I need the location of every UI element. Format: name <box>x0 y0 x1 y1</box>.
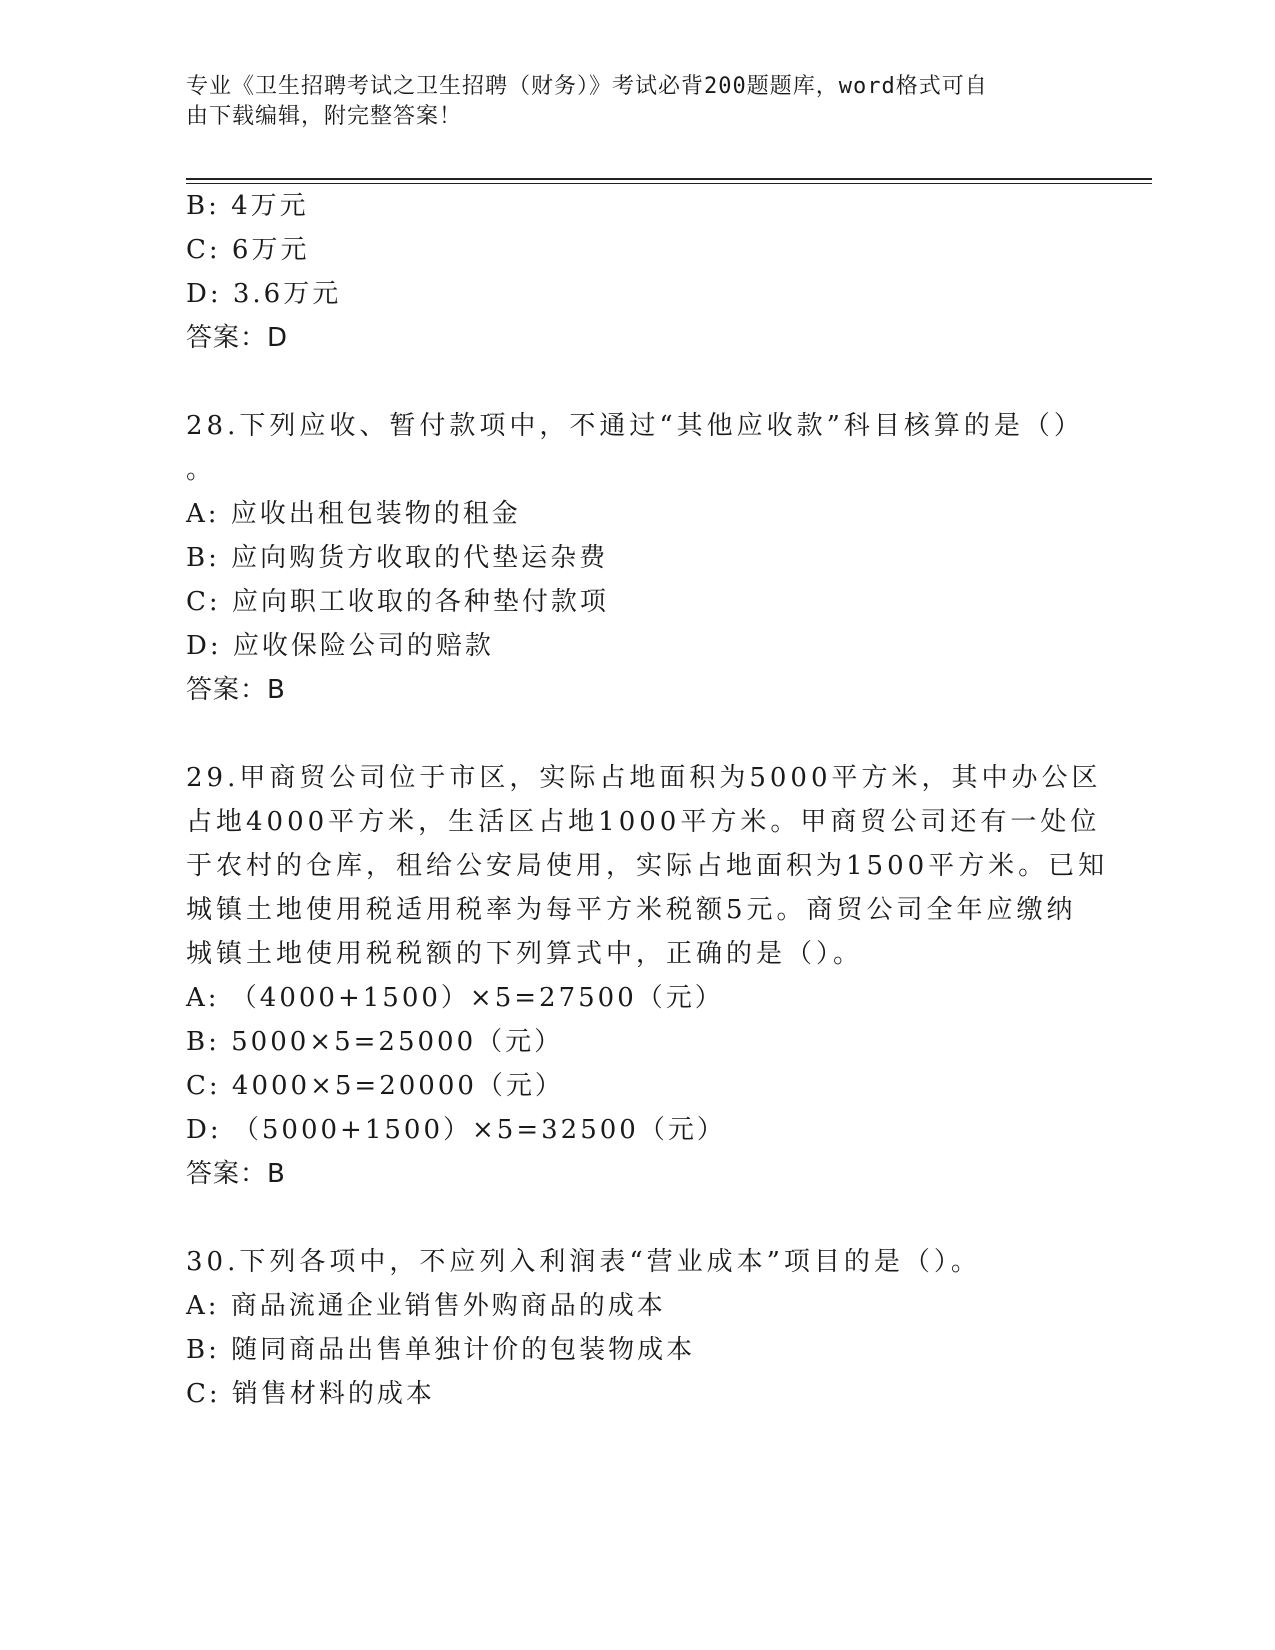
q27-answer: 答案：D <box>186 323 289 353</box>
q29-option-d: D: （5000+1500）×5=32500（元） <box>186 1115 726 1145</box>
q30-option-b: B: 随同商品出售单独计价的包装物成本 <box>186 1335 696 1365</box>
q30-stem-line-1: 30.下列各项中，不应列入利润表“营业成本”项目的是（）。 <box>186 1247 981 1277</box>
q27-option-b: B: 4万元 <box>186 191 309 221</box>
q29-option-b: B: 5000×5=25000（元） <box>186 1027 564 1057</box>
header-rule-thick <box>186 178 1152 180</box>
q29-option-a: A: （4000+1500）×5=27500（元） <box>186 983 724 1013</box>
q28-answer: 答案：B <box>186 675 286 705</box>
q28-stem-line-2: 。 <box>186 455 216 485</box>
q29-option-c: C: 4000×5=20000（元） <box>186 1071 564 1101</box>
header-rule-thin <box>186 183 1152 184</box>
q28-option-b: B: 应向购货方收取的代垫运杂费 <box>186 543 609 573</box>
q27-option-c: C: 6万元 <box>186 235 310 265</box>
q30-option-a: A: 商品流通企业销售外购商品的成本 <box>186 1291 666 1321</box>
q29-stem-line-5: 城镇土地使用税税额的下列算式中，正确的是（）。 <box>186 939 864 969</box>
page-header <box>186 72 1066 132</box>
q29-stem-line-4: 城镇土地使用税适用税率为每平方米税额5元。商贸公司全年应缴纳 <box>186 895 1077 925</box>
header-line-1: 专业《卫生招聘考试之卫生招聘（财务）》考试必背200题题库，word格式可自 <box>186 74 988 99</box>
q27-option-d: D: 3.6万元 <box>186 279 342 309</box>
q29-stem-line-2: 占地4000平方米，生活区占地1000平方米。甲商贸公司还有一处位 <box>186 807 1101 837</box>
q29-answer: 答案：B <box>186 1159 286 1189</box>
q29-stem-line-1: 29.甲商贸公司位于市区，实际占地面积为5000平方米，其中办公区 <box>186 763 1102 793</box>
header-line-2: 由下载编辑，附完整答案！ <box>186 104 463 129</box>
q28-option-c: C: 应向职工收取的各种垫付款项 <box>186 587 609 617</box>
q28-option-a: A: 应收出租包装物的租金 <box>186 499 521 529</box>
q29-stem-line-3: 于农村的仓库，租给公安局使用，实际占地面积为1500平方米。已知 <box>186 851 1109 881</box>
q30-option-c: C: 销售材料的成本 <box>186 1379 435 1409</box>
q28-option-d: D: 应收保险公司的赔款 <box>186 631 494 661</box>
q28-stem-line-1: 28.下列应收、暂付款项中，不通过“其他应收款”科目核算的是（） <box>186 411 1084 441</box>
